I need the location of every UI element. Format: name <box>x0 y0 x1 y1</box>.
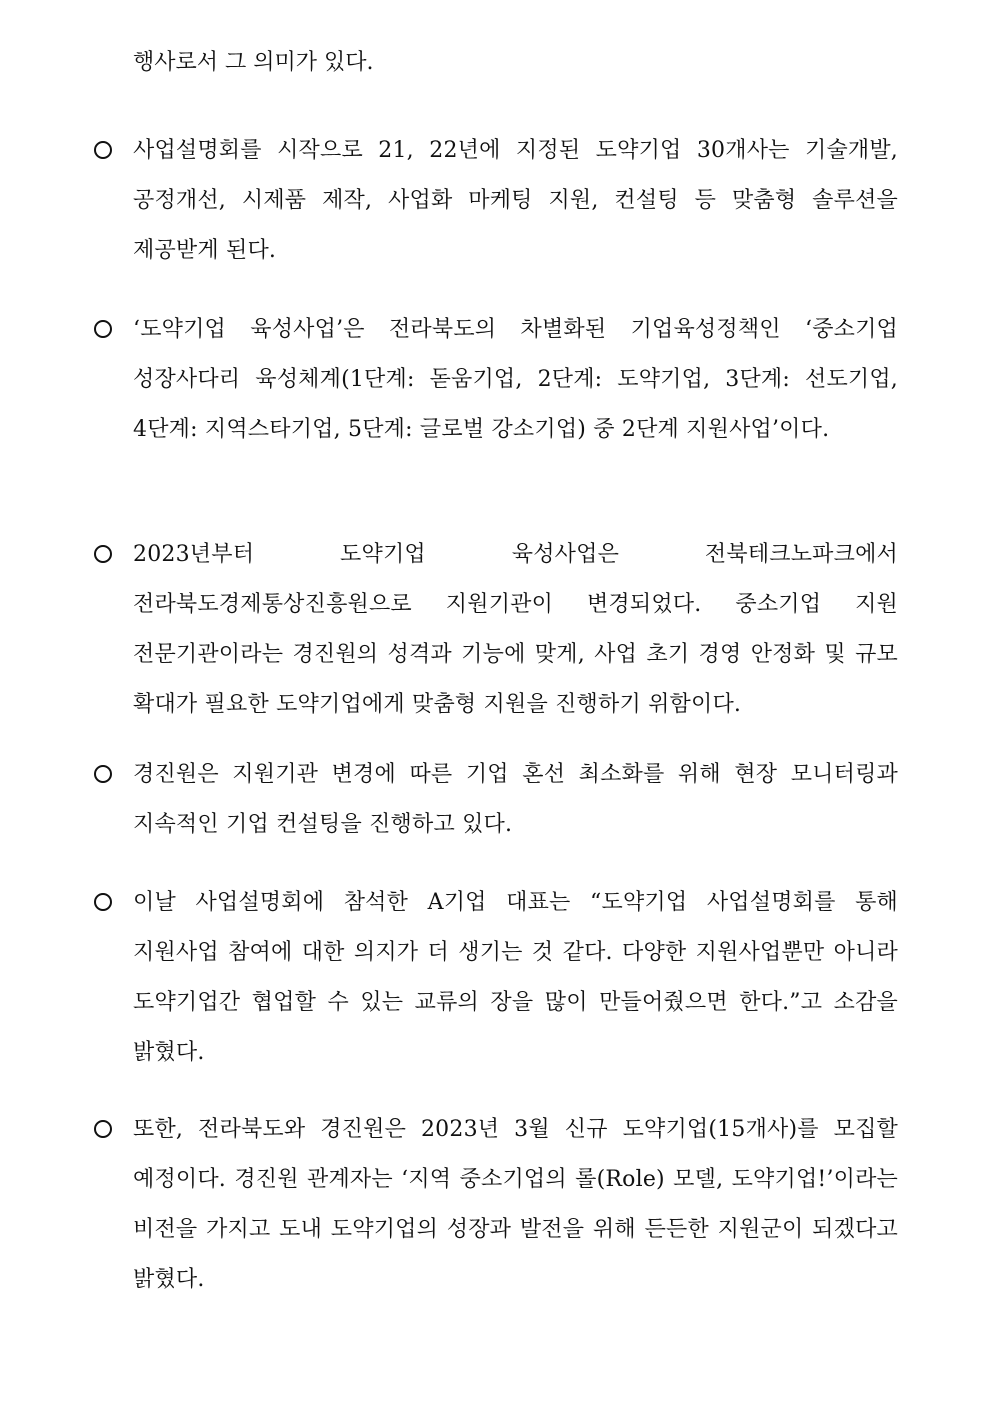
paragraph-text: 경진원은 지원기관 변경에 따른 기업 혼선 최소화를 위해 현장 모니터링과 지속적인 기업 컨설팅을 진행하고 있다. <box>133 762 898 837</box>
circle-bullet-icon <box>94 878 133 928</box>
paragraph-text: 2023년부터 도약기업 육성사업은 전북테크노파크에서 전라북도경제통상진흥원으로 지원기관이 변경되었다. 중소기업 지원 전문기관이라는 경진원의 성격과 기능에 맞게, 사업 초기 경영 안정화 및 규모 확대가 필요한 도약기업에게 맞춤형 지원을 진행하기 위함이다. <box>133 542 898 717</box>
continued-text-line: 행사로서 그 의미가 있다. <box>133 50 374 75</box>
paragraph-text: 또한, 전라북도와 경진원은 2023년 3월 신규 도약기업(15개사)를 모집할 예정이다. 경진원 관계자는 ‘지역 중소기업의 롤(Role) 모델, 도약기업!’이라는 비전을 가지고 도내 도약기업의 성장과 발전을 위해 든든한 지원군이 되겠다고 밝혔다. <box>133 1117 898 1292</box>
bullet-paragraph <box>94 126 898 276</box>
circle-bullet-icon <box>94 126 133 176</box>
circle-bullet-icon <box>94 750 133 800</box>
bullet-paragraph <box>94 305 898 455</box>
bullet-paragraph <box>94 750 898 850</box>
paragraph-text: ‘도약기업 육성사업’은 전라북도의 차별화된 기업육성정책인 ‘중소기업 성장사다리 육성체계(1단계: 돋움기업, 2단계: 도약기업, 3단계: 선도기업, 4단계: 지역스타기업, 5단계: 글로벌 강소기업) 중 2단계 지원사업’이다. <box>133 317 898 442</box>
paragraph-text: 사업설명회를 시작으로 21, 22년에 지정된 도약기업 30개사는 기술개발, 공정개선, 시제품 제작, 사업화 마케팅 지원, 컨설팅 등 맞춤형 솔루션을 제공받게 된다. <box>133 138 898 263</box>
bullet-paragraph <box>94 878 898 1078</box>
bullet-paragraph <box>94 1105 898 1305</box>
bullet-paragraph <box>94 530 898 730</box>
paragraph-text: 이날 사업설명회에 참석한 A기업 대표는 “도약기업 사업설명회를 통해 지원사업 참여에 대한 의지가 더 생기는 것 같다. 다양한 지원사업뿐만 아니라 도약기업간 협업할 수 있는 교류의 장을 많이 만들어줬으면 한다.”고 소감을 밝혔다. <box>133 890 898 1065</box>
circle-bullet-icon <box>94 305 133 355</box>
circle-bullet-icon <box>94 530 133 580</box>
circle-bullet-icon <box>94 1105 133 1155</box>
